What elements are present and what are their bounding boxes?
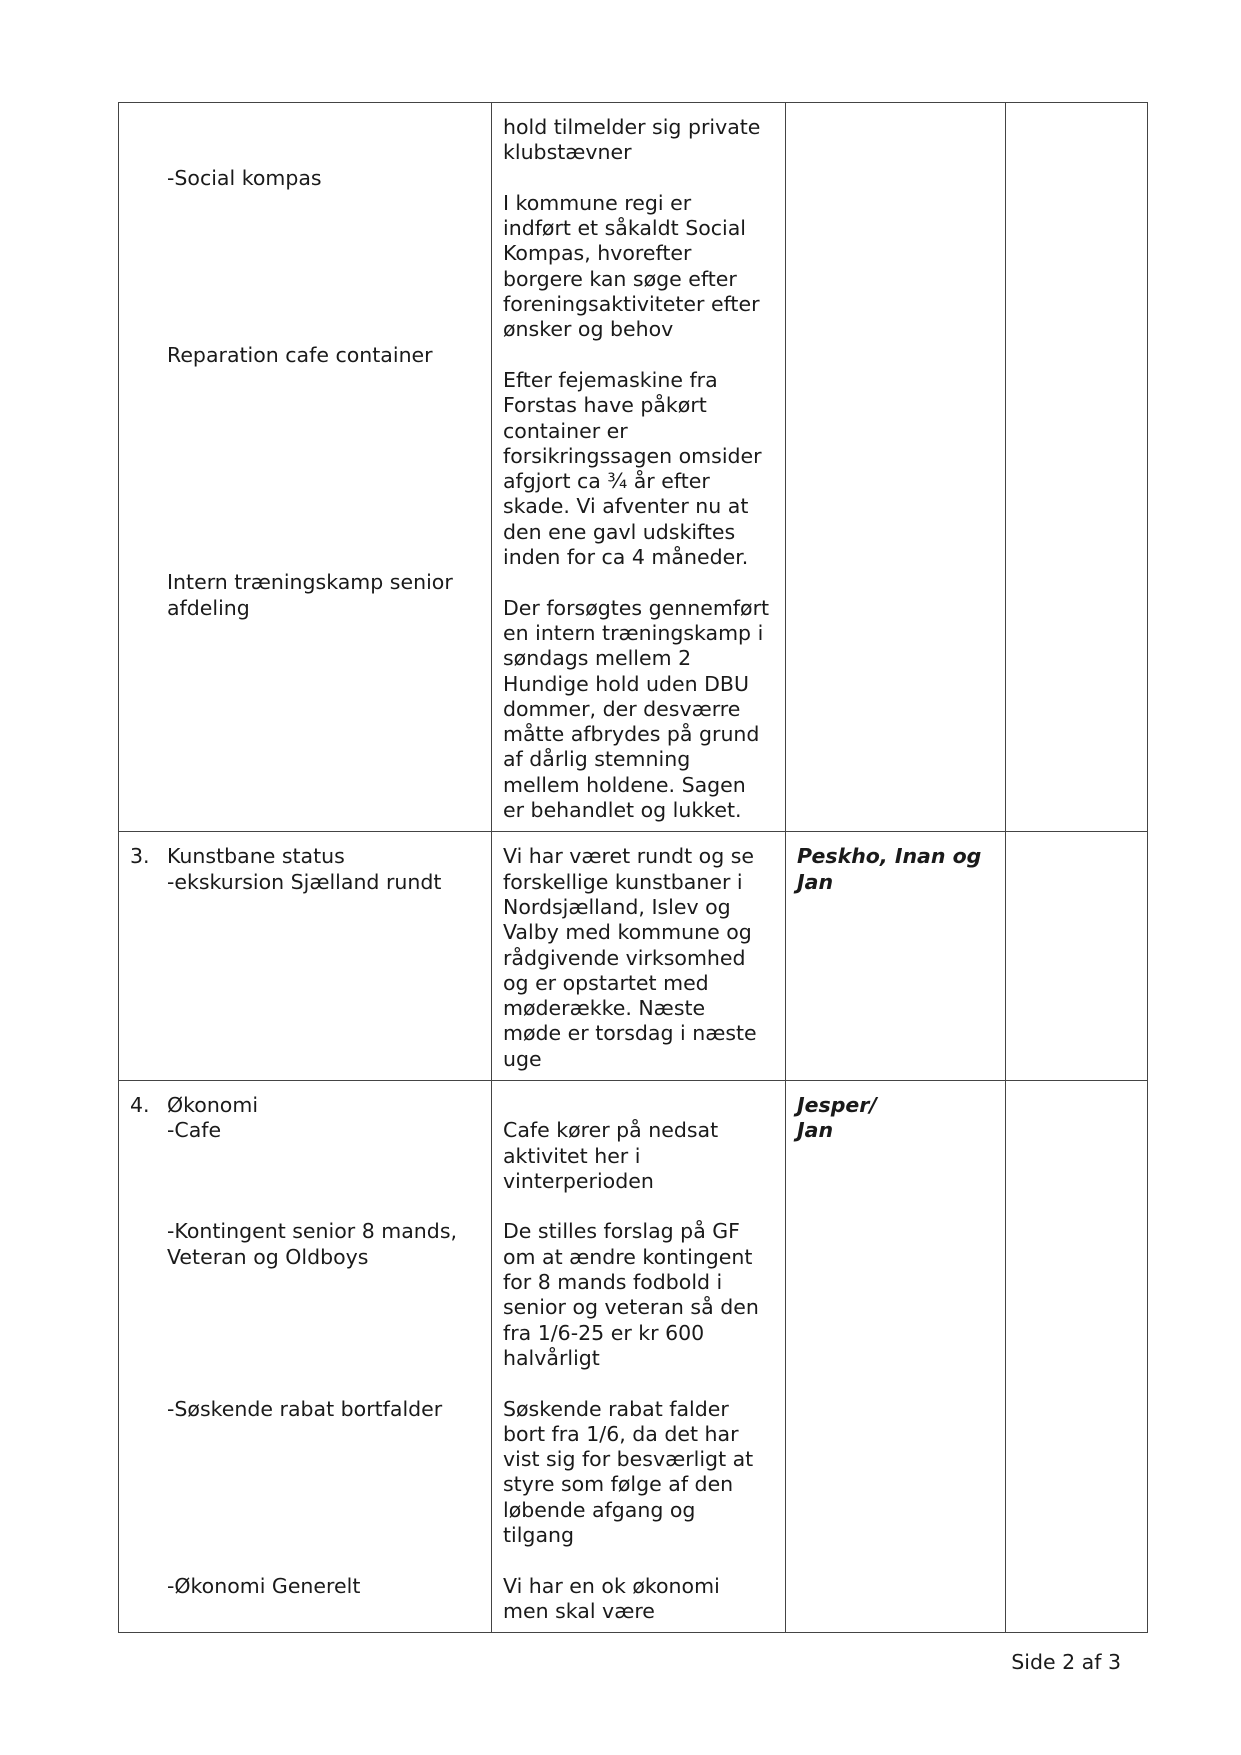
note-line: skade. Vi afventer nu at (503, 494, 749, 519)
topic-text (167, 115, 481, 621)
note-line: Der forsøgtes gennemført (503, 595, 770, 620)
note-line: rådgivende virksomhed (503, 945, 746, 970)
topic-line (167, 267, 481, 292)
note-line: container er (503, 418, 628, 443)
table-row (119, 1080, 1148, 1632)
topic-line (167, 1346, 481, 1371)
topic-line (167, 1523, 481, 1548)
topic-line (167, 393, 481, 418)
topic-line: Kunstbane status (167, 844, 345, 869)
note-line: en intern træningskamp i (503, 620, 764, 645)
note-line: forskellige kunstbaner i (503, 869, 743, 894)
topic-line (167, 444, 481, 469)
note-line: inden for ca 4 måneder. (503, 545, 749, 570)
note-line: Søskende rabat falder (503, 1396, 729, 1421)
topic-cell (119, 103, 492, 832)
note-line (503, 1093, 775, 1118)
topic-line (167, 545, 481, 570)
note-line: Nordsjælland, Islev og (503, 894, 731, 919)
topic-line (167, 115, 481, 140)
page-number: Side 2 af 3 (1011, 1650, 1121, 1674)
responsible-line: Jan (797, 1118, 834, 1143)
note-line: Hundige hold uden DBU (503, 671, 749, 696)
responsible-cell (786, 103, 1006, 832)
topic-line: afdeling (167, 595, 250, 620)
table-row (119, 832, 1148, 1081)
topic-line: -Søskende rabat bortfalder (167, 1396, 443, 1421)
note-line: om at ændre kontingent (503, 1244, 753, 1269)
note-line: Vi har været rundt og se (503, 844, 755, 869)
note-line: Efter fejemaskine fra (503, 367, 718, 392)
topic-line: Økonomi (167, 1092, 259, 1117)
topic-line (167, 1498, 481, 1523)
topic-line (167, 317, 481, 342)
note-line: forsikringssagen omsider (503, 443, 762, 468)
topic-line (167, 494, 481, 519)
topic-line (167, 140, 481, 165)
topic-line (167, 1270, 481, 1295)
note-line: afgjort ca ¾ år efter (503, 469, 710, 494)
note-line: indført et såkaldt Social (503, 216, 746, 241)
note-line: men skal være (503, 1598, 655, 1623)
note-line (503, 166, 775, 191)
note-line: Cafe kører på nedsat (503, 1118, 719, 1143)
topic-text (167, 1093, 481, 1599)
responsible-line: Peskho, Inan og (797, 844, 982, 869)
note-line: ønsker og behov (503, 317, 674, 342)
note-line: bort fra 1/6, da det har (503, 1421, 739, 1446)
minutes-table-body (119, 103, 1148, 1633)
topic-line: -Social kompas (167, 165, 322, 190)
topic-line (167, 191, 481, 216)
topic-cell (119, 832, 492, 1081)
topic-text (167, 844, 481, 895)
note-line: senior og veteran så den (503, 1295, 759, 1320)
topic-line: Veteran og Oldboys (167, 1244, 369, 1269)
note-line: vist sig for besværligt at (503, 1447, 754, 1472)
topic-line (167, 1295, 481, 1320)
note-cell (492, 103, 786, 832)
note-line: klubstævner (503, 140, 632, 165)
minutes-table (118, 102, 1148, 1633)
responsible-cell (786, 832, 1006, 1081)
topic-line: -Kontingent senior 8 mands, (167, 1219, 458, 1244)
note-line: foreningsaktiviteter efter (503, 292, 760, 317)
responsible-cell (786, 1080, 1006, 1632)
item-number (130, 115, 167, 621)
note-line (503, 1194, 775, 1219)
note-line: I kommune regi er (503, 190, 692, 215)
topic-line (167, 1472, 481, 1497)
item-number: 4. (130, 1092, 150, 1117)
topic-line (167, 1144, 481, 1169)
status-cell (1006, 1080, 1148, 1632)
note-line: vinterperioden (503, 1168, 654, 1193)
note-line (503, 343, 775, 368)
note-line: uge (503, 1046, 542, 1071)
note-line: fra 1/6-25 er kr 600 (503, 1320, 705, 1345)
note-line: hold tilmelder sig private (503, 115, 761, 139)
topic-line (167, 1321, 481, 1346)
note-line: møde er torsdag i næste (503, 1021, 757, 1046)
responsible-line: Jan (797, 869, 834, 894)
item-number: 3. (130, 844, 150, 869)
responsible-line: Jesper/ (797, 1092, 877, 1117)
note-line: aktivitet her i (503, 1143, 641, 1168)
note-line: halvårligt (503, 1345, 600, 1370)
topic-line (167, 1169, 481, 1194)
topic-line (167, 216, 481, 241)
topic-line (167, 241, 481, 266)
topic-line (167, 368, 481, 393)
note-line: tilgang (503, 1523, 575, 1548)
topic-line (167, 1447, 481, 1472)
note-cell (492, 832, 786, 1081)
topic-line: Reparation cafe container (167, 342, 433, 367)
note-line: søndags mellem 2 (503, 646, 692, 671)
note-line: møderække. Næste (503, 996, 706, 1021)
note-line: den ene gavl udskiftes (503, 519, 736, 544)
note-line: dommer, der desværre (503, 696, 741, 721)
note-line: Vi har en ok økonomi (503, 1573, 720, 1598)
topic-cell (119, 1080, 492, 1632)
topic-line (167, 1194, 481, 1219)
note-line (503, 570, 775, 595)
topic-line: -Økonomi Generelt (167, 1573, 361, 1598)
note-line: Kompas, hvorefter (503, 241, 692, 266)
topic-line (167, 469, 481, 494)
topic-line: Intern træningskamp senior (167, 570, 453, 595)
note-line: De stilles forslag på GF (503, 1219, 740, 1244)
topic-line (167, 1422, 481, 1447)
note-cell (492, 1080, 786, 1632)
note-line: måtte afbrydes på grund (503, 722, 760, 747)
note-line: er behandlet og lukket. (503, 798, 742, 823)
table-row (119, 103, 1148, 832)
topic-line: -Cafe (167, 1118, 222, 1143)
topic-line: -ekskursion Sjælland rundt (167, 869, 442, 894)
note-line: styre som følge af den (503, 1472, 734, 1497)
note-line (503, 1548, 775, 1573)
topic-line (167, 520, 481, 545)
note-line: løbende afgang og (503, 1497, 696, 1522)
topic-line (167, 1548, 481, 1573)
status-cell (1006, 103, 1148, 832)
status-cell (1006, 832, 1148, 1081)
note-line (503, 1371, 775, 1396)
note-line: Valby med kommune og (503, 920, 752, 945)
topic-line (167, 1371, 481, 1396)
topic-line (167, 419, 481, 444)
note-line: borgere kan søge efter (503, 266, 737, 291)
note-line: mellem holdene. Sagen (503, 772, 746, 797)
note-line: og er opstartet med (503, 970, 709, 995)
note-line: Forstas have påkørt (503, 393, 707, 418)
note-line: for 8 mands fodbold i (503, 1270, 723, 1295)
note-line: af dårlig stemning (503, 747, 691, 772)
topic-line (167, 292, 481, 317)
